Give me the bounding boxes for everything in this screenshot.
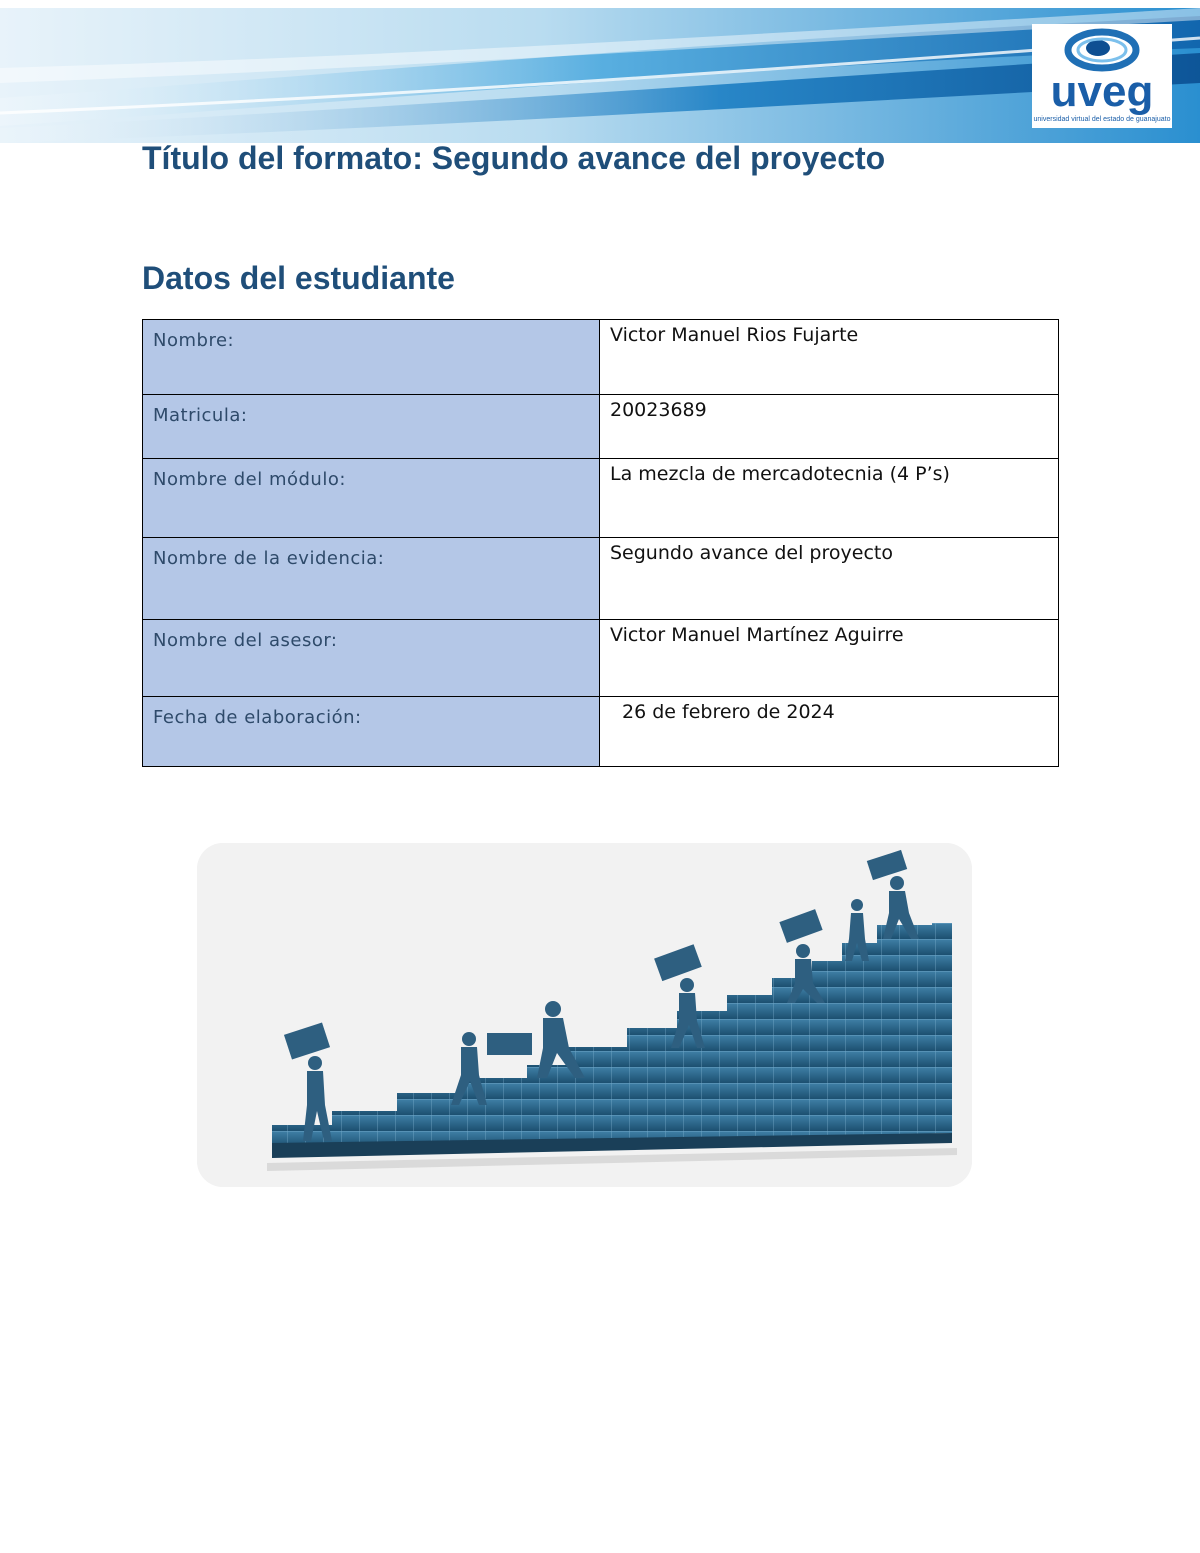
value-cell: [600, 620, 1059, 697]
row-value: La mezcla de mercadotecnia (4 P’s): [610, 463, 950, 485]
value-cell: [600, 697, 1059, 767]
value-cell: [600, 320, 1059, 395]
row-label: Matricula:: [153, 405, 248, 426]
staircase-image: [197, 843, 972, 1187]
logo-subtext: universidad virtual del estado de guanajuato: [1033, 116, 1171, 123]
table-row: [143, 538, 1059, 620]
row-label: Nombre del asesor:: [153, 630, 338, 651]
label-cell: [143, 538, 600, 620]
row-value: Victor Manuel Rios Fujarte: [610, 324, 859, 346]
document-title: Título del formato: Segundo avance del proyecto: [142, 140, 886, 176]
student-data-table: [142, 319, 1059, 767]
row-label: Fecha de elaboración:: [153, 707, 362, 728]
row-label: Nombre de la evidencia:: [153, 548, 385, 569]
label-cell: [143, 697, 600, 767]
label-cell: [143, 620, 600, 697]
label-cell: [143, 320, 600, 395]
staircase-illustration: [197, 843, 972, 1187]
table-row: [143, 697, 1059, 767]
table-row: [143, 459, 1059, 538]
value-cell: [600, 395, 1059, 459]
table-row: [143, 620, 1059, 697]
value-cell: [600, 538, 1059, 620]
uveg-logo-image: [1032, 24, 1172, 128]
label-cell: [143, 395, 600, 459]
label-cell: [143, 459, 600, 538]
table-row: [143, 395, 1059, 459]
row-label: Nombre:: [153, 330, 235, 351]
section-heading: Datos del estudiante: [142, 260, 455, 296]
table-row: [143, 320, 1059, 395]
row-value: Segundo avance del proyecto: [610, 542, 893, 564]
value-cell: [600, 459, 1059, 538]
row-value: Victor Manuel Martínez Aguirre: [610, 624, 904, 646]
row-label: Nombre del módulo:: [153, 469, 346, 490]
header-banner: [0, 8, 1200, 143]
uveg-logo: [1032, 24, 1172, 128]
row-value: 20023689: [610, 399, 707, 421]
logo-text: uveg: [1050, 67, 1154, 116]
row-value: 26 de febrero de 2024: [622, 701, 835, 723]
